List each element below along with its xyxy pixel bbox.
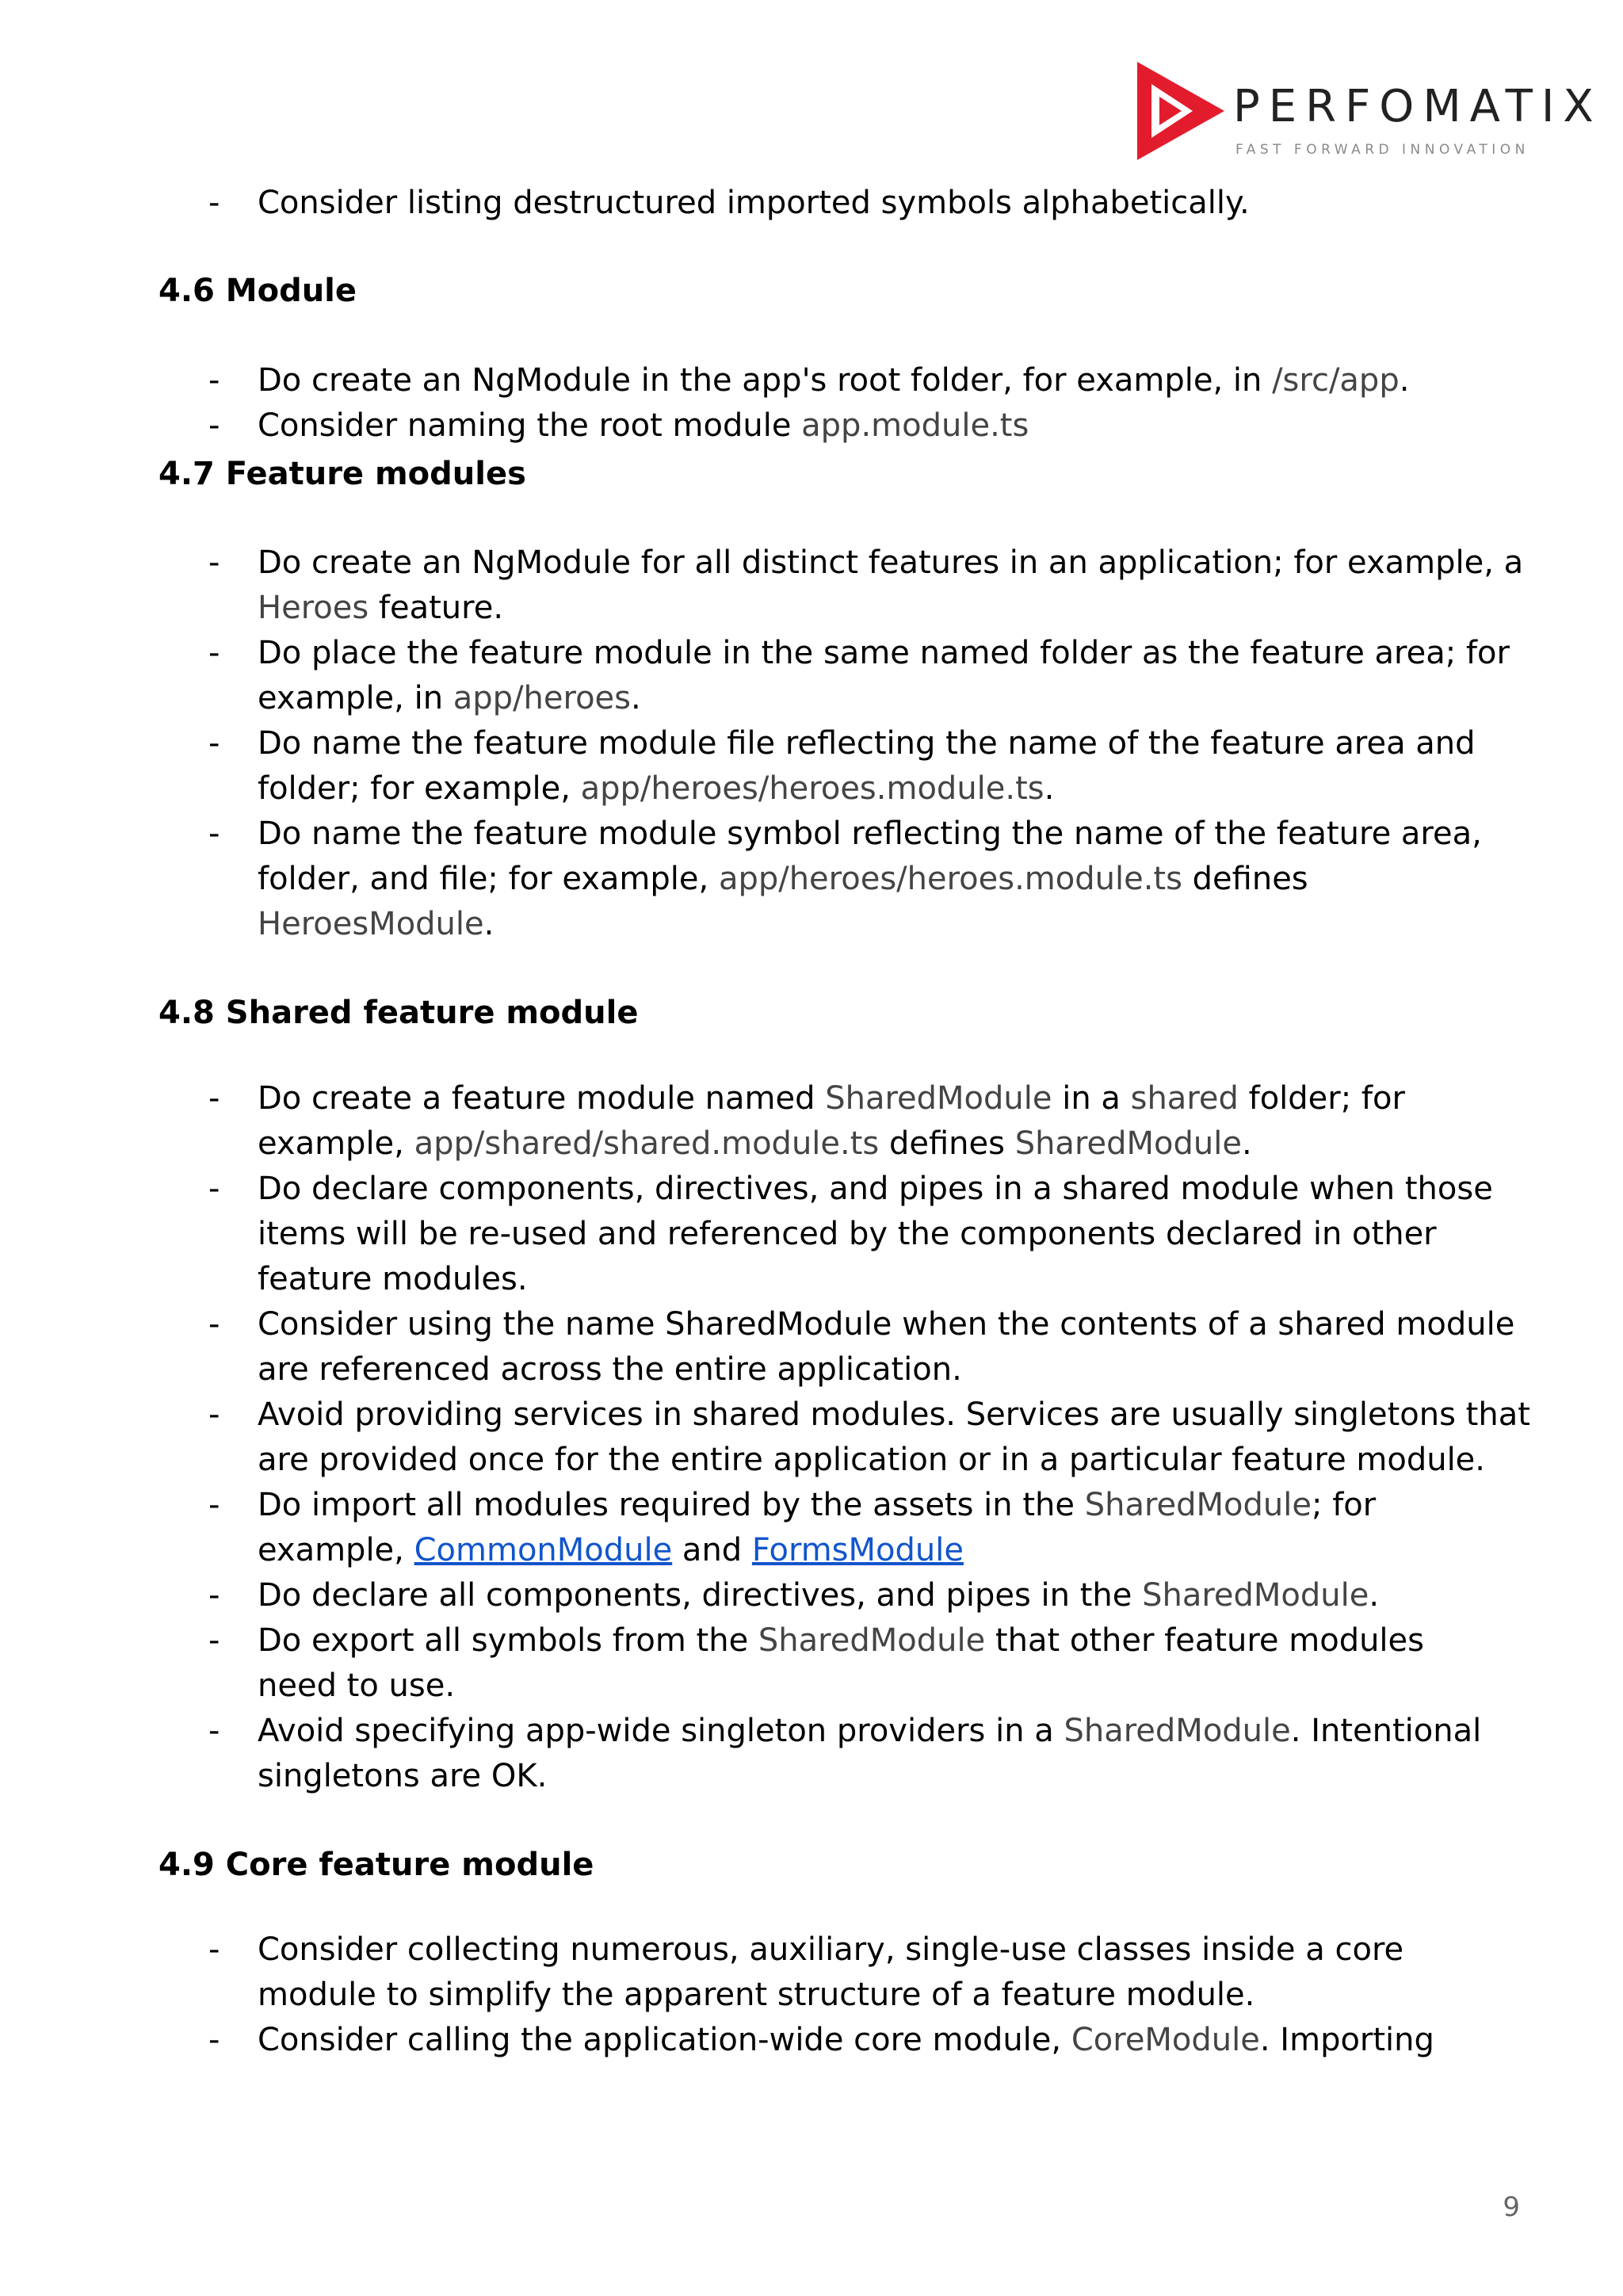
text-run: . Importing (1259, 2022, 1434, 2058)
code-term: CoreModule (1071, 2022, 1260, 2058)
list-item-text (258, 1573, 1379, 1618)
list-item-text (258, 358, 1409, 403)
text-run: ; for (1312, 1487, 1377, 1523)
text-run: Do import all modules required by the assets in the (258, 1487, 1085, 1523)
text-run: Consider collecting numerous, auxiliary, single-use classes inside a core (258, 1931, 1404, 1968)
list-item-text (258, 721, 1476, 766)
text-run: example, (258, 1532, 414, 1568)
bullet-dash: - (208, 1396, 220, 1433)
list-item-text (258, 2018, 1434, 2063)
text-run: . (1399, 362, 1410, 399)
text-run: . (1241, 1125, 1252, 1162)
perfomatix-play-icon (1137, 62, 1224, 160)
code-term: Heroes (258, 590, 369, 626)
list-item-text (258, 766, 1054, 812)
code-term: shared (1130, 1080, 1239, 1117)
bullet-dash: - (208, 1931, 220, 1968)
text-run: singletons are OK. (258, 1758, 548, 1794)
text-run: defines (879, 1125, 1015, 1162)
text-run: example, in (258, 680, 453, 716)
list-item-text (258, 1347, 962, 1392)
list-item-text (258, 1392, 1530, 1438)
text-run: Consider calling the application-wide core module, (258, 2022, 1071, 2058)
text-run: Do name the feature module file reflecting the name of the feature area and (258, 725, 1476, 762)
list-item-text (258, 1167, 1493, 1212)
text-run: Do export all symbols from the (258, 1622, 758, 1659)
doc-link[interactable]: CommonModule (414, 1532, 673, 1568)
bullet-dash: - (208, 1622, 220, 1659)
code-term: SharedModule (825, 1080, 1052, 1117)
code-term: SharedModule (1064, 1713, 1291, 1749)
bullet-dash: - (208, 635, 220, 671)
list-item-text (258, 1483, 1376, 1528)
code-term: app/shared/shared.module.ts (414, 1125, 880, 1162)
text-run: feature modules. (258, 1261, 528, 1297)
bullet-dash: - (208, 1306, 220, 1343)
text-run: 4.9 Core feature module (158, 1847, 594, 1883)
list-item-text (258, 403, 1029, 449)
list-item-text (258, 1618, 1424, 1664)
text-run: . Intentional (1290, 1713, 1482, 1749)
list-item-text (258, 1121, 1252, 1167)
text-run: folder, and file; for example, (258, 861, 719, 897)
text-run: Do create a feature module named (258, 1080, 826, 1117)
code-term: HeroesModule (258, 906, 484, 942)
text-run: Do create an NgModule in the app's root folder, for example, in (258, 362, 1273, 399)
text-run: items will be re-used and referenced by the components declared in other (258, 1216, 1437, 1252)
section-heading (158, 1843, 594, 1888)
text-run: . (483, 906, 495, 942)
list-item-text (258, 1076, 1405, 1121)
text-run: Do name the feature module symbol reflecting the name of the feature area, (258, 816, 1482, 852)
text-run: are provided once for the entire application or in a particular feature module. (258, 1442, 1486, 1478)
code-term: SharedModule (1084, 1487, 1312, 1523)
bullet-dash: - (208, 1487, 220, 1523)
list-item-text (258, 812, 1482, 857)
bullet-dash: - (208, 407, 220, 444)
text-run: . (1044, 770, 1055, 807)
text-run: feature. (369, 590, 504, 626)
bullet-dash: - (208, 544, 220, 581)
code-term: SharedModule (1014, 1125, 1242, 1162)
text-run: Avoid providing services in shared modules. Services are usually singletons that (258, 1396, 1530, 1433)
list-item-text (258, 1664, 455, 1709)
text-run: Do create an NgModule for all distinct features in an application; for example, a (258, 544, 1524, 581)
company-logo (1137, 62, 1602, 160)
list-item-text (258, 1709, 1481, 1754)
bullet-dash: - (208, 725, 220, 762)
list-item-text (258, 1212, 1437, 1257)
section-heading (158, 452, 526, 497)
text-run: example, (258, 1125, 414, 1162)
text-run: Consider using the name SharedModule when the contents of a shared module (258, 1306, 1515, 1343)
bullet-dash: - (208, 816, 220, 852)
text-run: Avoid specifying app-wide singleton providers in a (258, 1713, 1064, 1749)
text-run: and (672, 1532, 752, 1568)
list-item-text (258, 1257, 528, 1302)
bullet-dash: - (208, 1171, 220, 1207)
page-number: 9 (1503, 2191, 1520, 2223)
text-run: . (1369, 1577, 1380, 1614)
text-run: 4.7 Feature modules (158, 456, 526, 492)
list-item-text (258, 1973, 1254, 2018)
code-term: app/heroes/heroes.module.ts (580, 770, 1044, 807)
list-item-text (258, 902, 494, 947)
list-item-text (258, 1438, 1485, 1483)
section-heading (158, 991, 639, 1036)
text-run: folder; for example, (258, 770, 581, 807)
list-item-text (258, 676, 641, 721)
code-term: SharedModule (1142, 1577, 1369, 1614)
text-run: Consider listing destructured imported symbols alphabetically. (258, 185, 1250, 221)
bullet-dash: - (208, 2022, 220, 2058)
code-term: app/heroes/heroes.module.ts (718, 861, 1182, 897)
text-run: Do declare all components, directives, and pipes in the (258, 1577, 1143, 1614)
text-run: Do declare components, directives, and pipes in a shared module when those (258, 1171, 1493, 1207)
text-run: folder; for (1238, 1080, 1405, 1117)
list-item-text (258, 857, 1308, 902)
list-item-text (258, 1302, 1514, 1347)
bullet-dash: - (208, 1713, 220, 1749)
text-run: are referenced across the entire application. (258, 1351, 962, 1388)
list-item-text (258, 586, 503, 631)
text-run: Do place the feature module in the same named folder as the feature area; for (258, 635, 1510, 671)
section-heading (158, 269, 357, 314)
bullet-dash: - (208, 185, 220, 221)
list-item-text (258, 541, 1523, 586)
text-run: need to use. (258, 1668, 456, 1704)
text-run: . (631, 680, 641, 716)
list-item-text (258, 1754, 547, 1799)
list-item-text (258, 1927, 1403, 1973)
brand-name: PERFOMATIX (1233, 81, 1602, 132)
list-item-text (258, 1528, 964, 1573)
list-item-text (258, 181, 1250, 226)
bullet-dash: - (208, 362, 220, 399)
list-item-text (258, 631, 1510, 676)
text-run: Consider naming the root module (258, 407, 802, 444)
bullet-dash: - (208, 1080, 220, 1117)
bullet-dash: - (208, 1577, 220, 1614)
code-term: app.module.ts (801, 407, 1029, 444)
text-run: in a (1052, 1080, 1131, 1117)
text-run: module to simplify the apparent structure of a feature module. (258, 1977, 1255, 2013)
code-term: SharedModule (758, 1622, 986, 1659)
text-run: that other feature modules (985, 1622, 1424, 1659)
text-run: 4.8 Shared feature module (158, 995, 639, 1031)
code-term: /src/app (1272, 362, 1400, 399)
text-run: defines (1182, 861, 1308, 897)
doc-link[interactable]: FormsModule (751, 1532, 964, 1568)
brand-tagline: FAST FORWARD INNOVATION (1235, 142, 1529, 158)
code-term: app/heroes (453, 680, 631, 716)
text-run: 4.6 Module (158, 273, 357, 309)
